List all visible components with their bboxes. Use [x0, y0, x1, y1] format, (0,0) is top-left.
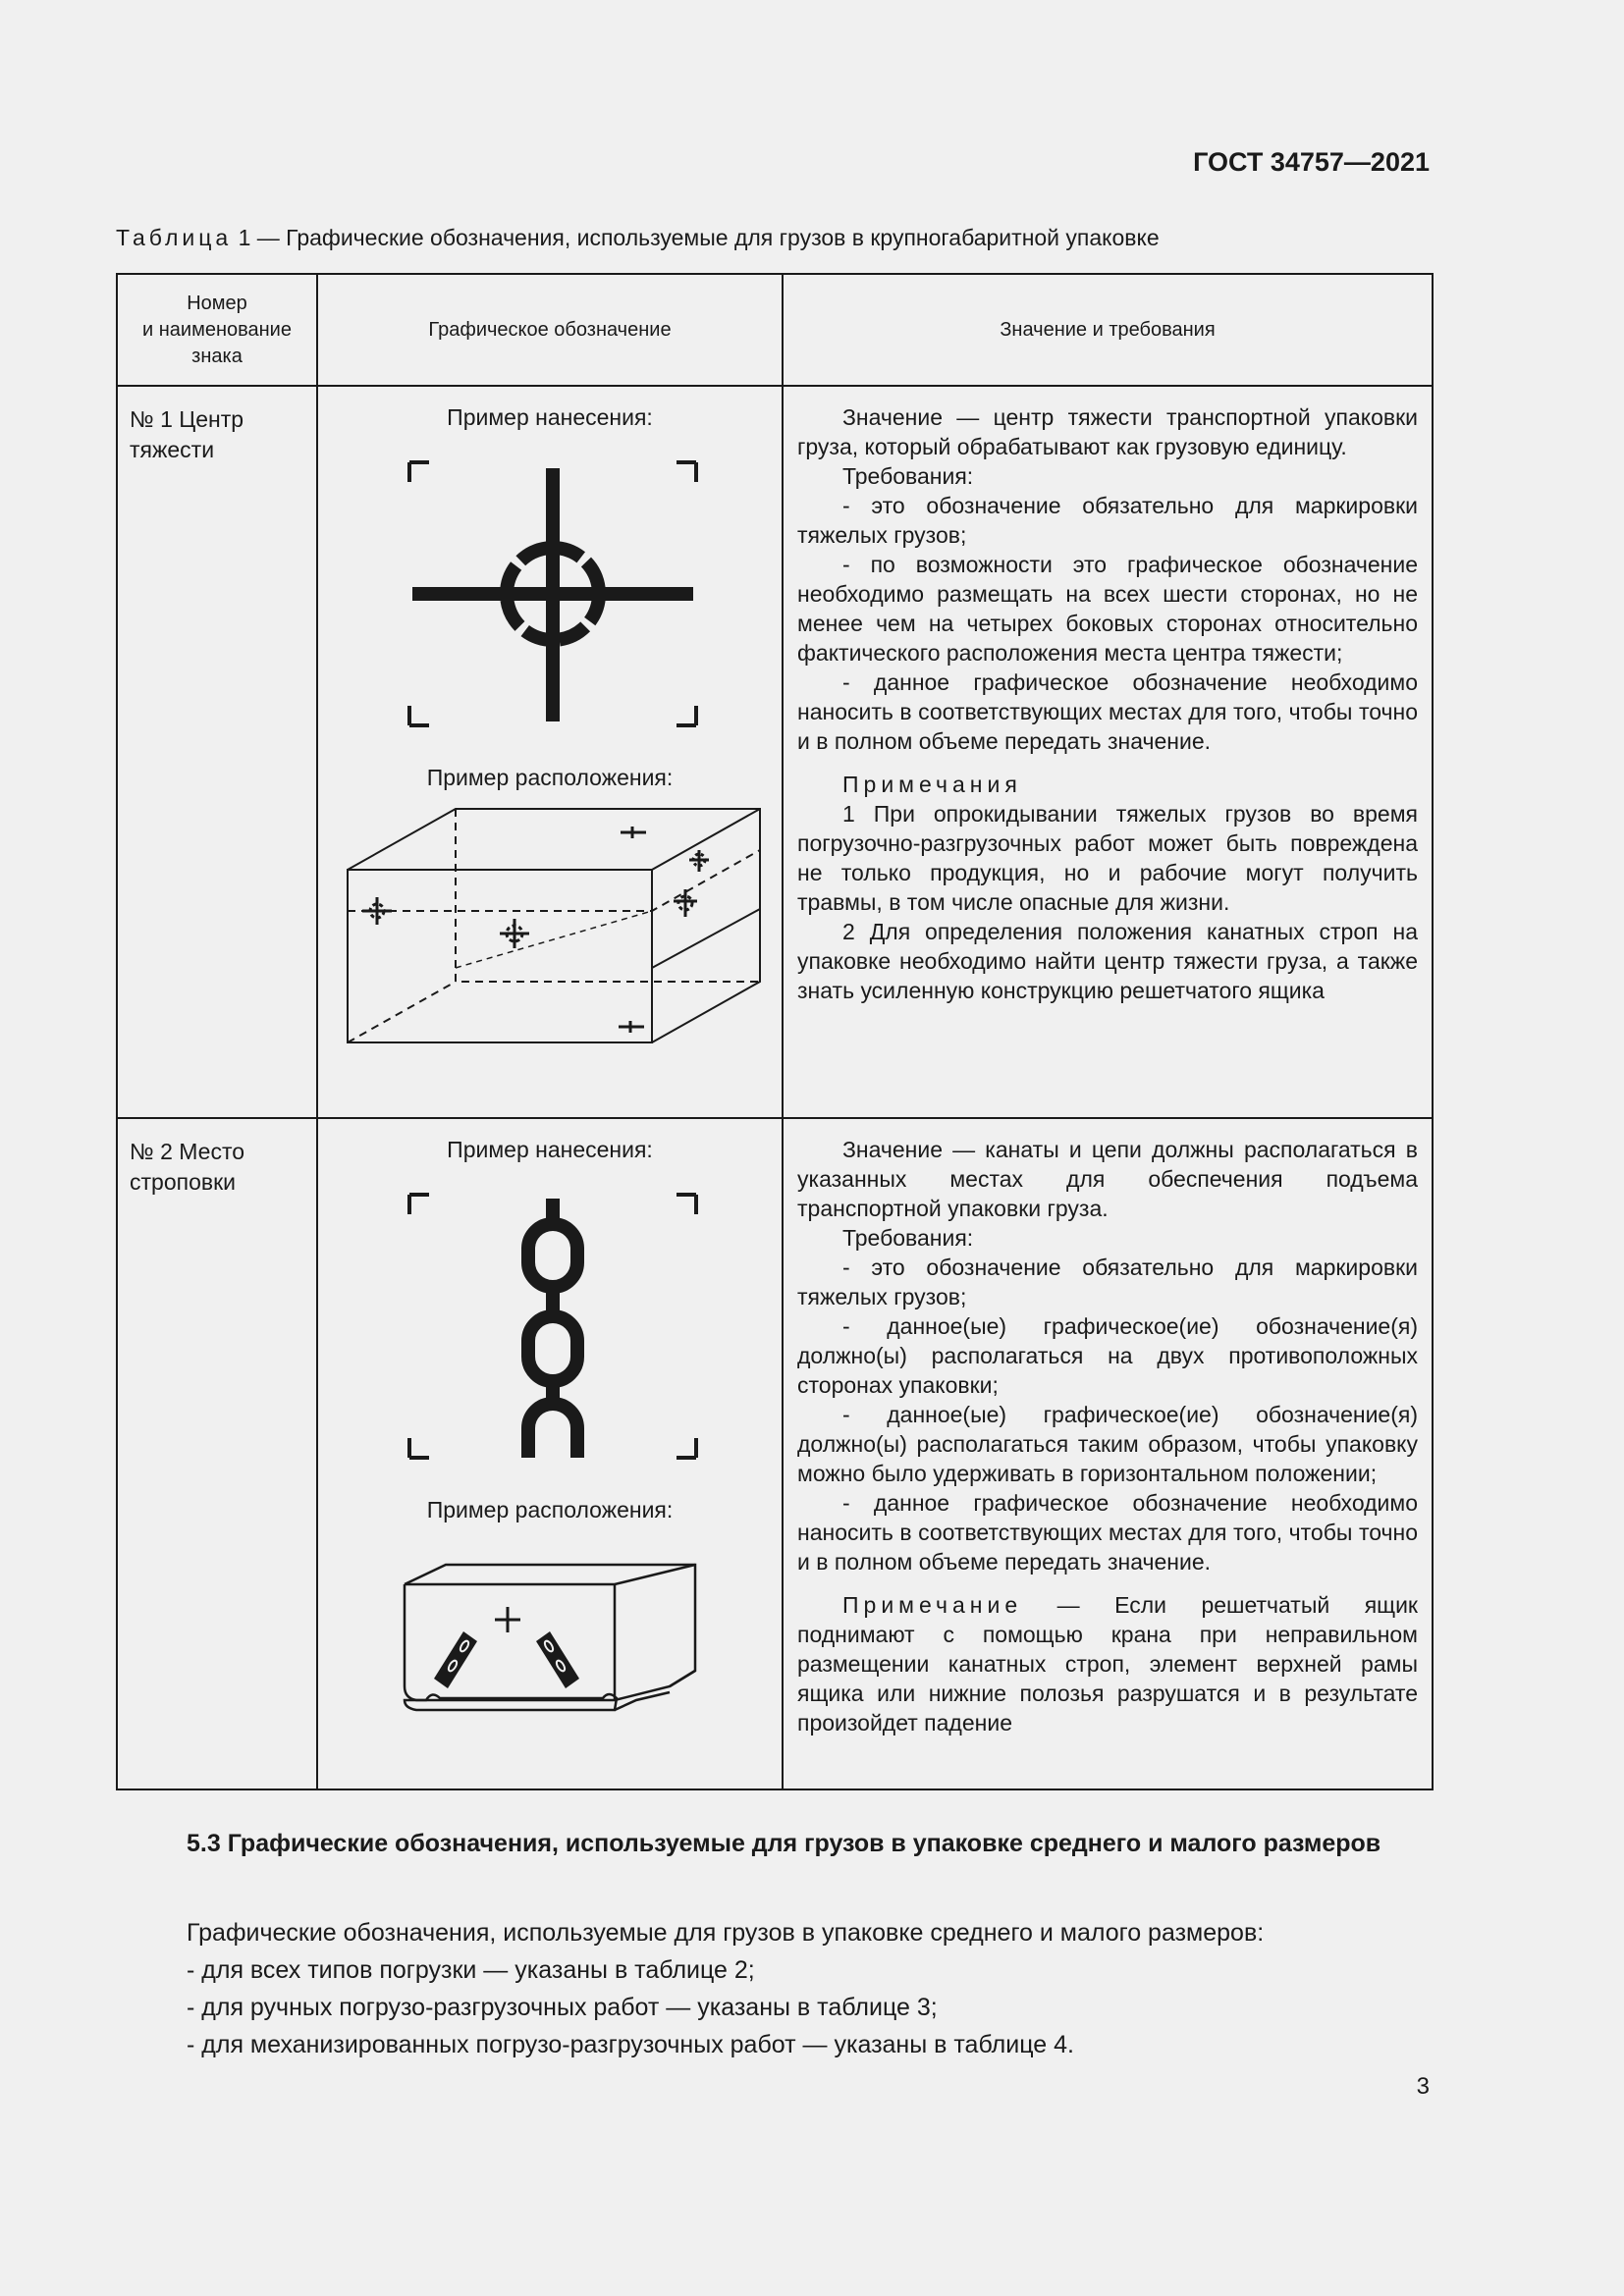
- meaning-paragraph: - данное(ые) графическое(ие) обозначение(я) должно(ы) располагаться таким образом, чтобы упаковку можно было удерживать в горизонтальном положении;: [797, 1402, 1418, 1486]
- meaning-paragraph: Значение — центр тяжести транспортной упаковки груза, который обрабатывают как грузовую единицу.: [797, 404, 1418, 459]
- list-item: - для всех типов погрузки — указаны в таблице 2;: [187, 1956, 755, 1984]
- page-number: 3: [1416, 2073, 1430, 2100]
- header-line: знака: [191, 345, 243, 367]
- example-place-label: Пример расположения:: [426, 765, 674, 790]
- section-body: [187, 1914, 1434, 2063]
- sling-placement-illustration: [318, 1523, 784, 1749]
- symbols-table: [116, 273, 1434, 1790]
- table-header-row: [117, 274, 1433, 386]
- sign-name: [117, 386, 317, 1118]
- table-row: [117, 1118, 1433, 1789]
- table-caption-word: Таблица: [116, 225, 233, 250]
- meaning-paragraph: Требования:: [842, 463, 974, 489]
- note-paragraph: 2 Для определения положения канатных строп на упаковке необходимо найти центр тяжести груза, а также знать усиленную конструкцию решетчатого ящика: [797, 919, 1418, 1003]
- sign-name: [117, 1118, 317, 1789]
- meaning-paragraph: - это обозначение обязательно для маркировки тяжелых грузов;: [797, 1255, 1418, 1309]
- meaning-paragraph: - данное(ые) графическое(ие) обозначение(я) должно(ы) располагаться на двух противоположных сторонах упаковки;: [797, 1313, 1418, 1398]
- meaning-paragraph: - это обозначение обязательно для маркировки тяжелых грузов;: [797, 493, 1418, 548]
- chain-symbol: [318, 1163, 784, 1497]
- note-paragraph: 1 При опрокидывании тяжелых грузов во время погрузочно-разгрузочных работ может быть повреждена не только продукция, но и рабочие могут получить травмы, в том числе опасные для жизни.: [797, 801, 1418, 915]
- table-caption-text: 1 — Графические обозначения, используемые для грузов в крупногабаритной упаковке: [238, 225, 1160, 250]
- sign-name-line: № 1 Центр: [130, 406, 244, 432]
- meaning-cell: [783, 386, 1433, 1118]
- symbol-cell: [317, 386, 783, 1118]
- center-of-gravity-symbol: [318, 431, 784, 765]
- sign-name-line: № 2 Место: [130, 1139, 245, 1164]
- header-line: и наименование: [142, 318, 292, 341]
- standard-number: ГОСТ 34757—2021: [1193, 147, 1430, 177]
- note-title: Примечание: [842, 1592, 1023, 1618]
- meaning-paragraph: - по возможности это графическое обозначение необходимо размещать на всех шести сторонах, но не менее чем на четырех боковых сторонах относительно фактического расположения места центра тяжести;: [797, 552, 1418, 666]
- sign-name-line: строповки: [130, 1169, 236, 1196]
- table-row: [117, 386, 1433, 1118]
- list-item: - для ручных погрузо-разгрузочных работ — указаны в таблице 3;: [187, 1994, 938, 2021]
- meaning-cell: [783, 1118, 1433, 1789]
- box-placement-illustration: [318, 791, 784, 1076]
- header-meaning: Значение и требования: [783, 274, 1433, 386]
- meaning-paragraph: - данное графическое обозначение необходимо наносить в соответствующих местах для того, чтобы точно и в полном объеме передать значение.: [797, 669, 1418, 754]
- list-item: - для механизированных погрузо-разгрузочных работ — указаны в таблице 4.: [187, 2031, 1074, 2058]
- section-intro: Графические обозначения, используемые для грузов в упаковке среднего и малого размеров:: [187, 1919, 1265, 1947]
- symbol-cell: [317, 1118, 783, 1789]
- example-apply-label: Пример нанесения:: [447, 1137, 653, 1162]
- sign-name-line: тяжести: [130, 437, 215, 463]
- note-text: — Если решетчатый ящик поднимают с помощью крана при неправильном размещении канатных строп, элемент верхней рамы ящика или нижние полозья разрушатся и в результате произойдет падение: [797, 1592, 1418, 1735]
- header-line: Номер: [187, 292, 247, 314]
- meaning-paragraph: Требования:: [842, 1225, 974, 1251]
- meaning-paragraph: - данное графическое обозначение необходимо наносить в соответствующих местах для того, чтобы точно и в полном объеме передать значение.: [797, 1490, 1418, 1575]
- example-apply-label: Пример нанесения:: [447, 404, 653, 430]
- header-number-name: [117, 274, 317, 386]
- meaning-paragraph: Значение — канаты и цепи должны располагаться в указанных местах для обеспечения подъема транспортной упаковки груза.: [797, 1137, 1418, 1221]
- header-symbol: Графическое обозначение: [317, 274, 783, 386]
- table-caption: [116, 225, 1160, 251]
- placed-symbols: [362, 827, 709, 1033]
- notes-title: Примечания: [842, 772, 1022, 797]
- example-place-label: Пример расположения:: [426, 1497, 674, 1522]
- section-heading: 5.3 Графические обозначения, используемые для грузов в упаковке среднего и малого размеров: [187, 1830, 1381, 1857]
